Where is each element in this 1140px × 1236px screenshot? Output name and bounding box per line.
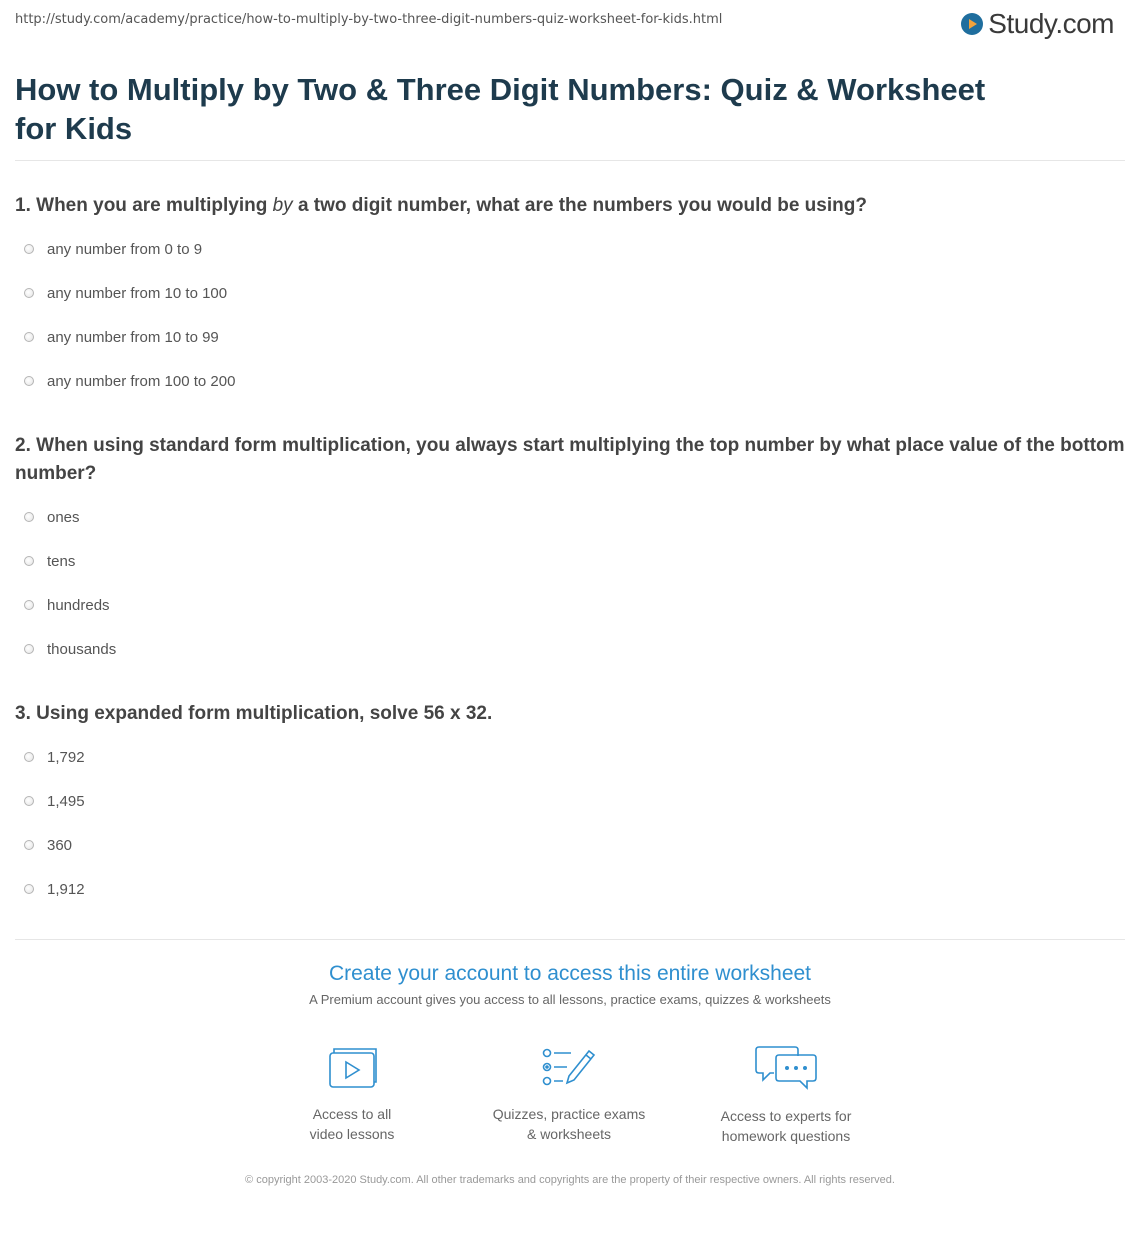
play-logo-icon [960,12,984,36]
answer-option[interactable]: 1,912 [24,879,85,899]
radio-button[interactable] [24,288,34,298]
copyright-footer: © copyright 2003-2020 Study.com. All other trademarks and copyrights are the property of their respective owners. All rights reserved. [245,1174,895,1186]
answer-option[interactable]: 1,792 [24,747,85,767]
feature-label: Quizzes, practice exams & worksheets [492,1106,646,1142]
answer-option[interactable]: any number from 100 to 200 [24,371,235,391]
answer-option[interactable]: thousands [24,639,116,659]
premium-description: A Premium account gives you access to all lessons, practice exams, quizzes & worksheets [309,992,831,1007]
question-3: 3. Using expanded form multiplication, solve 56 x 32. [15,703,493,724]
study-logo[interactable] [960,6,1114,42]
chat-bubbles-icon [754,1046,818,1092]
radio-button[interactable] [24,752,34,762]
create-account-link[interactable]: Create your account to access this entire worksheet [328,962,812,985]
answer-option[interactable]: tens [24,551,75,571]
question-1: 1. When you are multiplying by a two digit number, what are the numbers you would be using? [15,195,867,216]
radio-button[interactable] [24,376,34,386]
feature-label: Access to all video lessons [309,1106,395,1142]
radio-button[interactable] [24,556,34,566]
answer-option[interactable]: any number from 10 to 99 [24,327,219,347]
answer-option[interactable]: 1,495 [24,791,85,811]
radio-button[interactable] [24,244,34,254]
radio-button[interactable] [24,512,34,522]
divider [15,939,1125,940]
answer-option[interactable]: 360 [24,835,72,855]
feature-video-lessons [252,1046,452,1144]
radio-button[interactable] [24,600,34,610]
radio-button[interactable] [24,332,34,342]
video-lessons-icon [326,1046,378,1090]
answer-option[interactable]: any number from 0 to 9 [24,239,202,259]
radio-button[interactable] [24,796,34,806]
feature-label: Access to experts for homework questions [720,1108,852,1144]
answer-option[interactable]: ones [24,507,80,527]
page-title: How to Multiply by Two & Three Digit Numbers: Quiz & Worksheet for Kids [15,72,986,146]
feature-experts [686,1046,886,1146]
logo-text: Study.com [988,8,1114,39]
feature-quizzes [469,1046,669,1144]
quiz-checklist-icon [541,1046,597,1090]
radio-button[interactable] [24,644,34,654]
answer-option[interactable]: any number from 10 to 100 [24,283,227,303]
question-2: 2. When using standard form multiplication, you always start multiplying the top number by what place value of the bottom number? [15,435,1125,484]
page-url: http://study.com/academy/practice/how-to-multiply-by-two-three-digit-numbers-quiz-worksheet-for-kids.html [15,12,723,27]
radio-button[interactable] [24,840,34,850]
answer-option[interactable]: hundreds [24,595,110,615]
divider [15,160,1125,161]
radio-button[interactable] [24,884,34,894]
